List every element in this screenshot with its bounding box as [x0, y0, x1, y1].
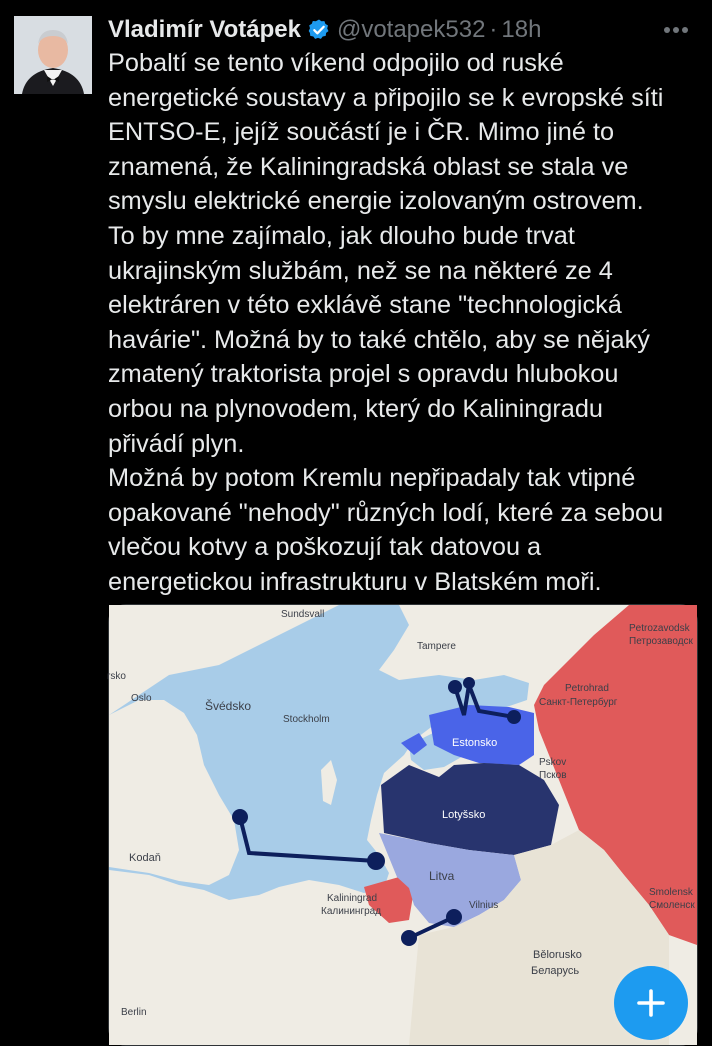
label-petrozavodsk-ru: Петрозаводск [629, 636, 693, 647]
label-stockholm: Stockholm [283, 714, 330, 725]
tweet-line: Pobaltí se tento víkend odpojilo od ruské [108, 49, 564, 77]
label-kaliningrad: Kaliningrad [327, 893, 378, 904]
plus-icon [636, 988, 666, 1018]
baltic-map [109, 605, 697, 1045]
author-name[interactable]: Vladimír Votápek [108, 16, 301, 43]
tweet-line: orbou na plynovodem, který do Kaliningradu [108, 394, 604, 423]
tweet-line: Možná by potom Kremlu nepřipadaly tak vtipné [108, 464, 636, 493]
tweet-line: havárie". Možná by to také chtělo, aby se nějaký [108, 325, 650, 354]
label-litva: Litva [429, 869, 455, 883]
label-smolensk: Smolensk [649, 887, 693, 898]
tweet-line: elektráren v této exklávě stane "technologická [108, 291, 622, 320]
author-avatar[interactable] [14, 16, 92, 94]
tweet-line: zmatený traktorista projel s opravdu hlubokou [108, 360, 619, 389]
author-handle[interactable]: @votapek532 [336, 16, 486, 43]
tweet-line: opakované "nehody" různých lodí, které za sebou [108, 498, 664, 527]
label-petrozavodsk: Petrozavodsk [629, 623, 690, 634]
label-norsko: rsko [107, 671, 126, 682]
label-pskov-ru: Псков [539, 770, 567, 781]
label-berlin: Berlin [121, 1007, 147, 1018]
tweet-line: ukrajinským službám, než se na některé ze 4 [108, 256, 613, 285]
tweet-line: smyslu elektrické energie izolovaným ostrovem. [108, 187, 644, 216]
tweet-line: energetické soustavy a připojilo se k evropské síti [108, 83, 664, 112]
tweet-map-image[interactable] [108, 604, 698, 1046]
label-vilnius: Vilnius [469, 900, 499, 911]
label-kodan: Kodaň [129, 852, 161, 864]
label-tampere: Tampere [417, 641, 456, 652]
label-lotyssko: Lotyšsko [442, 809, 486, 821]
tweet-line: energetickou infrastrukturu v Blatském moři. [108, 567, 602, 596]
label-sundsvall: Sundsvall [281, 609, 325, 620]
avatar-image [14, 16, 92, 94]
more-options-icon[interactable] [658, 12, 694, 48]
label-pskov: Pskov [539, 757, 567, 768]
tweet-line: znamená, že Kaliningradská oblast se stala ve [108, 152, 629, 181]
header-separator: · [489, 16, 498, 43]
label-petrohrad: Petrohrad [565, 683, 609, 694]
tweet-line: To by mne zajímalo, jak dlouho bude trvat [108, 221, 575, 250]
label-oslo: Oslo [131, 693, 152, 704]
tweet-line: vlečou kotvy a poškozují tak datovou a [108, 533, 542, 562]
label-svedsko: Švédsko [205, 699, 252, 713]
tweet-timestamp[interactable]: 18h [501, 16, 542, 43]
tweet-header [108, 14, 642, 46]
label-petrohrad-ru: Санкт-Петербург [539, 697, 618, 708]
label-estonsko: Estonsko [452, 737, 498, 749]
label-kaliningrad-ru: Калининград [321, 906, 382, 917]
label-belorusko-ru: Беларусь [531, 965, 580, 977]
tweet-text [108, 46, 698, 600]
verified-badge-icon[interactable] [307, 18, 331, 42]
compose-button[interactable] [614, 966, 688, 1040]
label-smolensk-ru: Смоленск [649, 900, 695, 911]
tweet-line: přivádí plyn. [108, 429, 245, 458]
tweet-line: ENTSO-E, jejíž součástí je i ČR. Mimo jiné to [108, 118, 615, 147]
label-belorusko: Bělorusko [533, 949, 582, 961]
